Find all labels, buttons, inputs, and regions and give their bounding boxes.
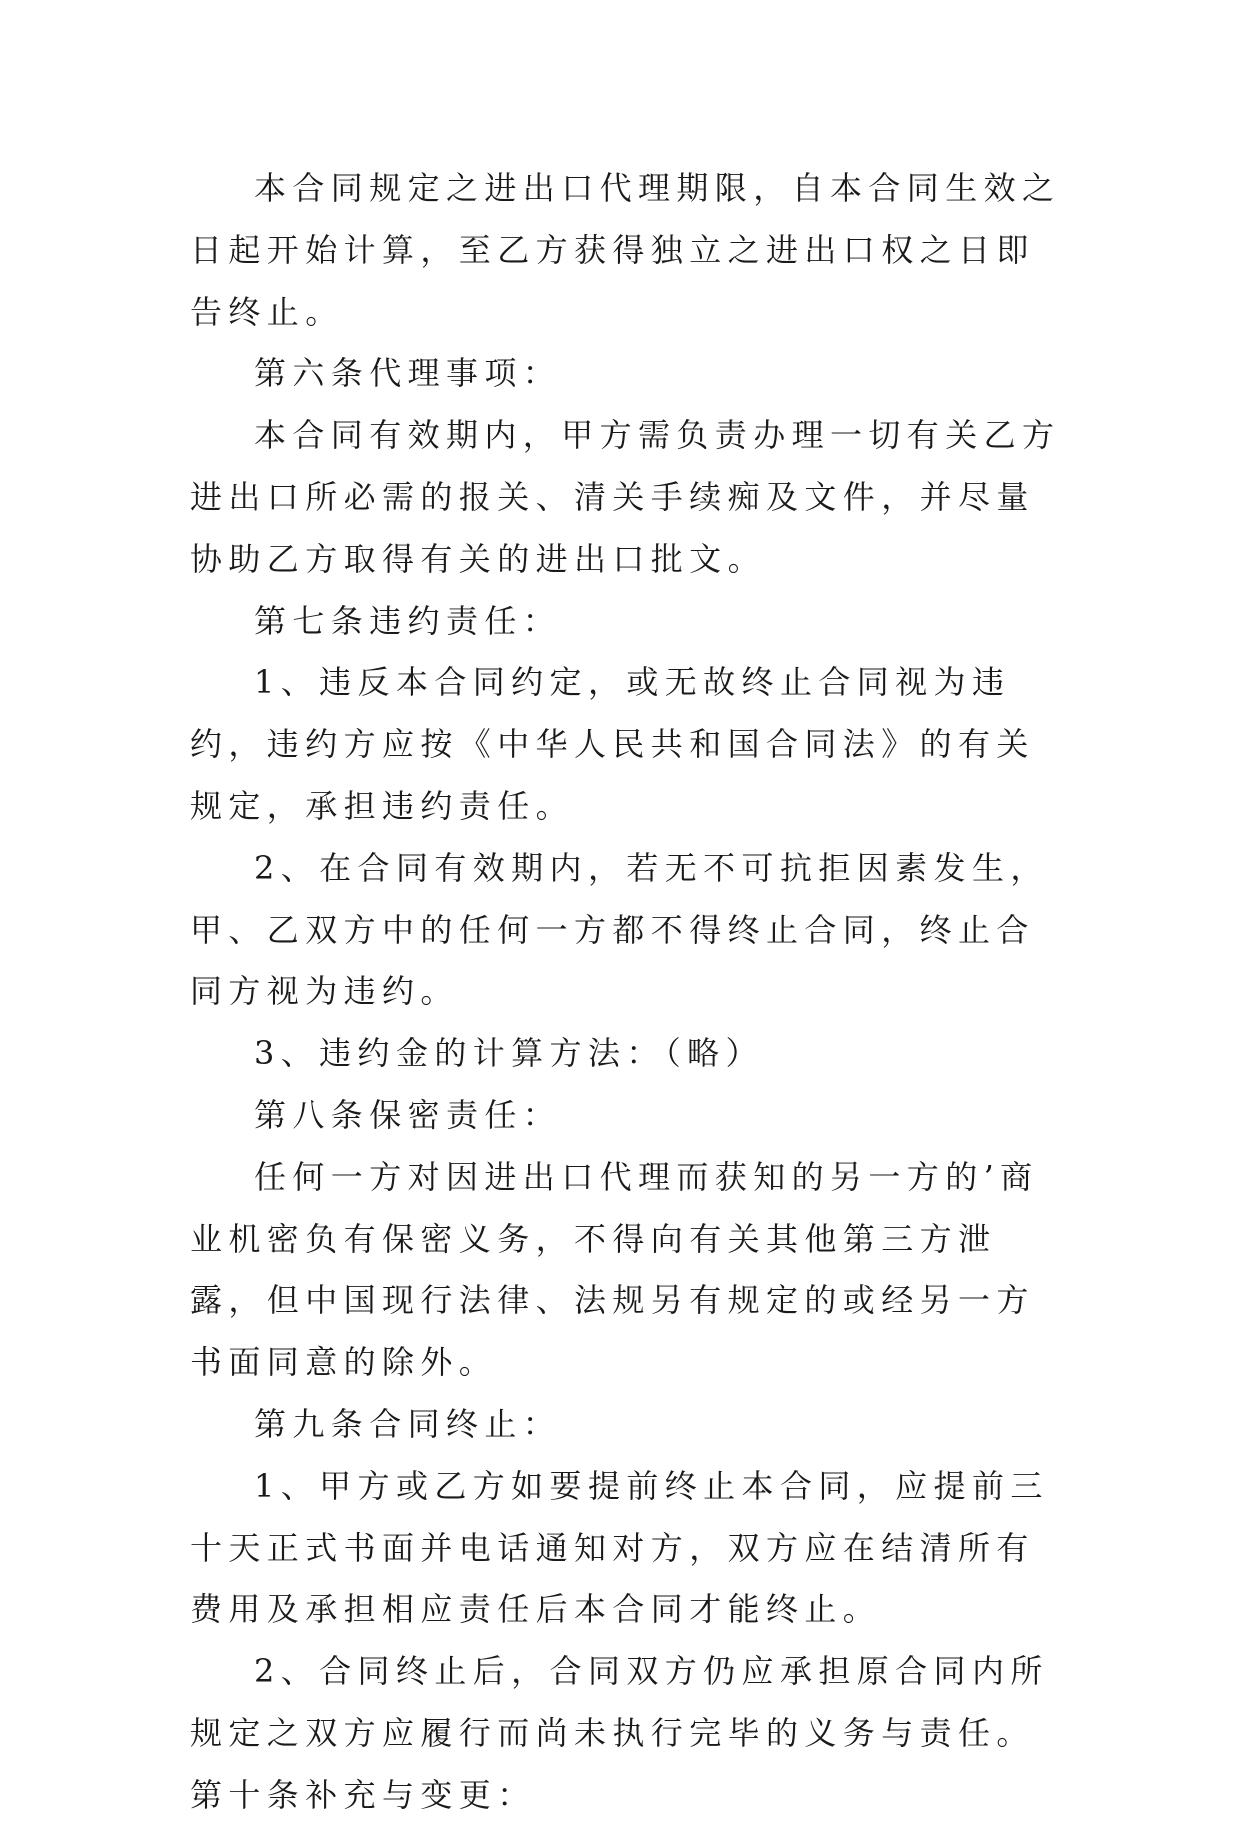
heading-article-8: 第八条保密责任：: [254, 1095, 562, 1134]
paragraph-agency-matters: 本合同有效期内，甲方需负责办理一切有关乙方进出口所必需的报关、清关手续痴及文件，并尽量协助乙方取得有关的进出口批文。: [190, 416, 1061, 578]
paragraph-termination-1: 1、甲方或乙方如要提前终止本合同，应提前三十天正式书面并电话通知对方，双方应在结清所有费用及承担相应责任后本合同才能终止。: [190, 1466, 1049, 1629]
paragraph-termination-2: 2、合同终止后，合同双方仍应承担原合同内所规定之双方应履行而尚未执行完毕的义务与责任。第十条补充与变更：: [190, 1652, 1049, 1814]
heading-article-6: 第六条代理事项：: [254, 354, 562, 393]
document-body: [190, 158, 1070, 1827]
paragraph-confidentiality: 任何一方对因进出口代理而获知的另一方的’商业机密负有保密义务，不得向有关其他第三方泄露，但中国现行法律、法规另有规定的或经另一方书面同意的除外。: [190, 1157, 1039, 1382]
paragraph-breach-2: 2、在合同有效期内，若无不可抗拒因素发生，甲、乙双方中的任何一方都不得终止合同，终止合同方视为违约。: [190, 848, 1049, 1011]
paragraph-breach-3: 3、违约金的计算方法：（略）: [254, 1034, 764, 1073]
heading-article-7: 第七条违约责任：: [254, 601, 562, 640]
paragraph-breach-1: 1、违反本合同约定，或无故终止合同视为违约，违约方应按《中华人民共和国合同法》的有关规定，承担违约责任。: [190, 663, 1035, 825]
paragraph-term-period: 本合同规定之进出口代理期限，自本合同生效之日起开始计算，至乙方获得独立之进出口权之日即告终止。: [190, 169, 1061, 331]
heading-article-9: 第九条合同终止：: [254, 1404, 562, 1443]
